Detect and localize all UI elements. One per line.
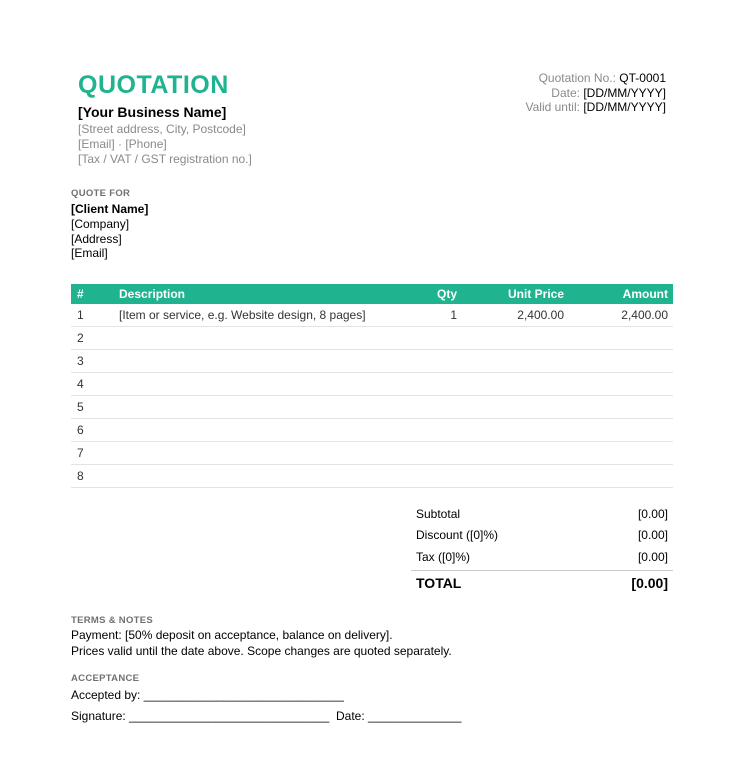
total-row xyxy=(411,570,673,595)
tax-value: [0.00] xyxy=(637,549,668,564)
row-num: 2 xyxy=(71,327,114,350)
table-row xyxy=(71,419,673,442)
acceptance-label: ACCEPTANCE xyxy=(71,673,140,684)
row-qty xyxy=(416,373,463,396)
row-qty xyxy=(416,350,463,373)
row-qty xyxy=(416,442,463,465)
table-row xyxy=(71,396,673,419)
terms-payment: Payment: [50% deposit on acceptance, balance on delivery]. xyxy=(71,628,393,642)
table-row xyxy=(71,373,673,396)
client-company: [Company] xyxy=(71,217,130,231)
row-unit-price xyxy=(463,465,570,488)
row-unit-price xyxy=(463,327,570,350)
row-qty: 1 xyxy=(416,304,463,327)
signature-line: Signature: ______________________________ xyxy=(71,709,330,723)
table-row xyxy=(71,327,673,350)
row-amount xyxy=(570,465,673,488)
business-contact: [Email] · [Phone] xyxy=(78,137,167,151)
row-unit-price xyxy=(463,442,570,465)
row-description xyxy=(114,350,416,373)
quote-for-label: QUOTE FOR xyxy=(71,188,131,199)
header-num: # xyxy=(71,284,114,304)
discount-value: [0.00] xyxy=(637,528,668,543)
quote-date-label: Date: xyxy=(551,85,580,100)
subtotal-label: Subtotal xyxy=(416,506,461,521)
header-description: Description xyxy=(114,284,416,304)
row-num: 6 xyxy=(71,419,114,442)
totals-block xyxy=(411,503,673,595)
table-row xyxy=(71,442,673,465)
business-tax-id: [Tax / VAT / GST registration no.] xyxy=(78,152,252,166)
quote-number-value: QT-0001 xyxy=(619,71,666,85)
acceptance-date-line: Date: ______________ xyxy=(336,709,462,723)
header-qty: Qty xyxy=(416,284,463,304)
terms-validity: Prices valid until the date above. Scope changes are quoted separately. xyxy=(71,644,452,658)
total-label: TOTAL xyxy=(416,574,462,591)
row-amount xyxy=(570,327,673,350)
quote-meta xyxy=(525,71,666,115)
valid-until-value: [DD/MM/YYYY] xyxy=(583,100,666,114)
row-num: 3 xyxy=(71,350,114,373)
table-row xyxy=(71,465,673,488)
client-email: [Email] xyxy=(71,246,108,260)
row-unit-price xyxy=(463,419,570,442)
quote-date-value: [DD/MM/YYYY] xyxy=(583,85,666,100)
header-unit-price: Unit Price xyxy=(463,284,570,304)
row-num: 8 xyxy=(71,465,114,488)
row-amount xyxy=(570,396,673,419)
table-row xyxy=(71,350,673,373)
row-qty xyxy=(416,327,463,350)
business-name: [Your Business Name] xyxy=(78,104,227,120)
row-description: [Item or service, e.g. Website design, 8 pages] xyxy=(114,304,416,327)
total-value: [0.00] xyxy=(631,574,668,591)
table-row xyxy=(71,304,673,327)
row-unit-price xyxy=(463,350,570,373)
valid-until-label: Valid until: xyxy=(525,100,580,114)
accepted-by-line: Accepted by: ______________________________ xyxy=(71,688,344,702)
row-amount xyxy=(570,442,673,465)
client-name: [Client Name] xyxy=(71,202,149,216)
row-num: 7 xyxy=(71,442,114,465)
row-amount xyxy=(570,419,673,442)
row-amount xyxy=(570,350,673,373)
tax-label: Tax ([0]%) xyxy=(416,549,471,564)
discount-label: Discount ([0]%) xyxy=(416,528,499,543)
discount-row xyxy=(411,525,673,547)
row-unit-price xyxy=(463,373,570,396)
row-qty xyxy=(416,419,463,442)
terms-label: TERMS & NOTES xyxy=(71,615,154,626)
quote-date-row xyxy=(525,86,666,101)
items-table xyxy=(71,284,673,488)
header-amount: Amount xyxy=(570,284,673,304)
row-description xyxy=(114,465,416,488)
quote-number-label: Quotation No.: xyxy=(538,71,616,85)
client-address: [Address] xyxy=(71,232,122,246)
row-description xyxy=(114,419,416,442)
row-num: 4 xyxy=(71,373,114,396)
row-unit-price: 2,400.00 xyxy=(463,304,570,327)
valid-until-row xyxy=(525,100,666,115)
row-num: 1 xyxy=(71,304,114,327)
row-amount xyxy=(570,373,673,396)
document-title: QUOTATION xyxy=(78,71,229,99)
items-table-header xyxy=(71,284,673,304)
row-description xyxy=(114,373,416,396)
quote-number-row xyxy=(525,71,666,86)
row-amount: 2,400.00 xyxy=(570,304,673,327)
row-description xyxy=(114,327,416,350)
tax-row xyxy=(411,546,673,568)
row-qty xyxy=(416,465,463,488)
row-unit-price xyxy=(463,396,570,419)
subtotal-value: [0.00] xyxy=(637,506,668,521)
row-qty xyxy=(416,396,463,419)
business-address: [Street address, City, Postcode] xyxy=(78,122,246,136)
row-description xyxy=(114,396,416,419)
row-num: 5 xyxy=(71,396,114,419)
subtotal-row xyxy=(411,503,673,525)
row-description xyxy=(114,442,416,465)
